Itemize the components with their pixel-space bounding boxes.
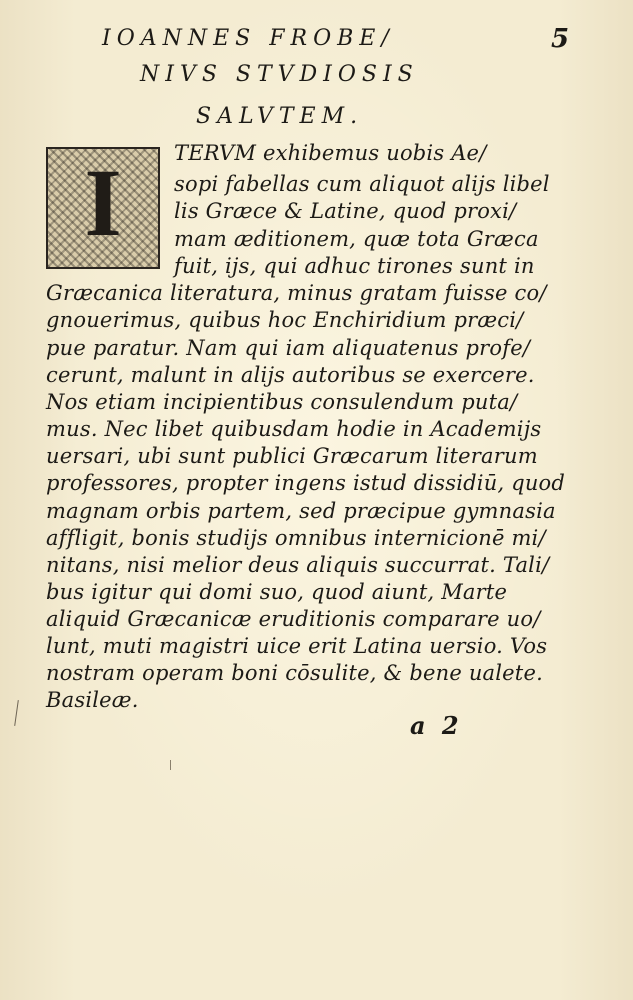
text-line: Nos etiam incipientibus consulendum puta/ — [46, 390, 518, 414]
text-line: magnam orbis partem, sed præcipue gymnasia — [46, 499, 556, 523]
heading-line-2: NIVS STVDIOSIS — [140, 62, 419, 87]
text-line: mam æditionem, quæ tota Græca — [174, 227, 539, 251]
text-line: fuit, ijs, qui adhuc tirones sunt in — [174, 254, 535, 278]
text-line: uersari, ubi sunt publici Græcarum literarum — [46, 444, 538, 468]
initial-letter: I — [84, 149, 122, 256]
text-line: gnouerimus, quibus hoc Enchiridium præci/ — [46, 308, 524, 332]
text-line: lis Græce & Latine, quod proxi/ — [174, 199, 517, 223]
text-line: Basileæ. — [46, 688, 139, 712]
text-line: lunt, muti magistri uice erit Latina uersio. Vos — [46, 634, 548, 658]
text-line: mus. Nec libet quibusdam hodie in Academijs — [46, 417, 542, 441]
margin-mark — [14, 700, 19, 726]
text-line: cerunt, malunt in alijs autoribus se exercere. — [46, 363, 535, 387]
text-line: TERVM exhibemus uobis Ae/ — [174, 141, 487, 165]
signature-mark: a 2 — [410, 711, 463, 740]
text-line: nitans, nisi melior deus aliquis succurrat. Tali/ — [46, 553, 550, 577]
heading-line-3: SALVTEM. — [196, 104, 364, 129]
text-line: sopi fabellas cum aliquot alijs libel — [174, 172, 550, 196]
text-line: aliquid Græcanicæ eruditionis comparare uo/ — [46, 607, 541, 631]
text-line: professores, propter ingens istud dissidiū, quod — [46, 471, 566, 495]
decorated-initial — [46, 147, 160, 269]
text-line: Græcanica literatura, minus gratam fuisse co/ — [46, 281, 547, 305]
text-line: bus igitur qui domi suo, quod aiunt, Marte — [46, 580, 508, 604]
paper-mark — [170, 760, 171, 770]
text-line: affligit, bonis studijs omnibus internicionē mi/ — [46, 526, 546, 550]
text-line: nostram operam boni cōsulite, & bene ualete. — [46, 661, 543, 685]
heading-line-1: IOANNES FROBE/ — [102, 26, 395, 51]
text-line: pue paratur. Nam qui iam aliquatenus profe/ — [46, 336, 531, 360]
page-number: 5 — [551, 24, 570, 54]
